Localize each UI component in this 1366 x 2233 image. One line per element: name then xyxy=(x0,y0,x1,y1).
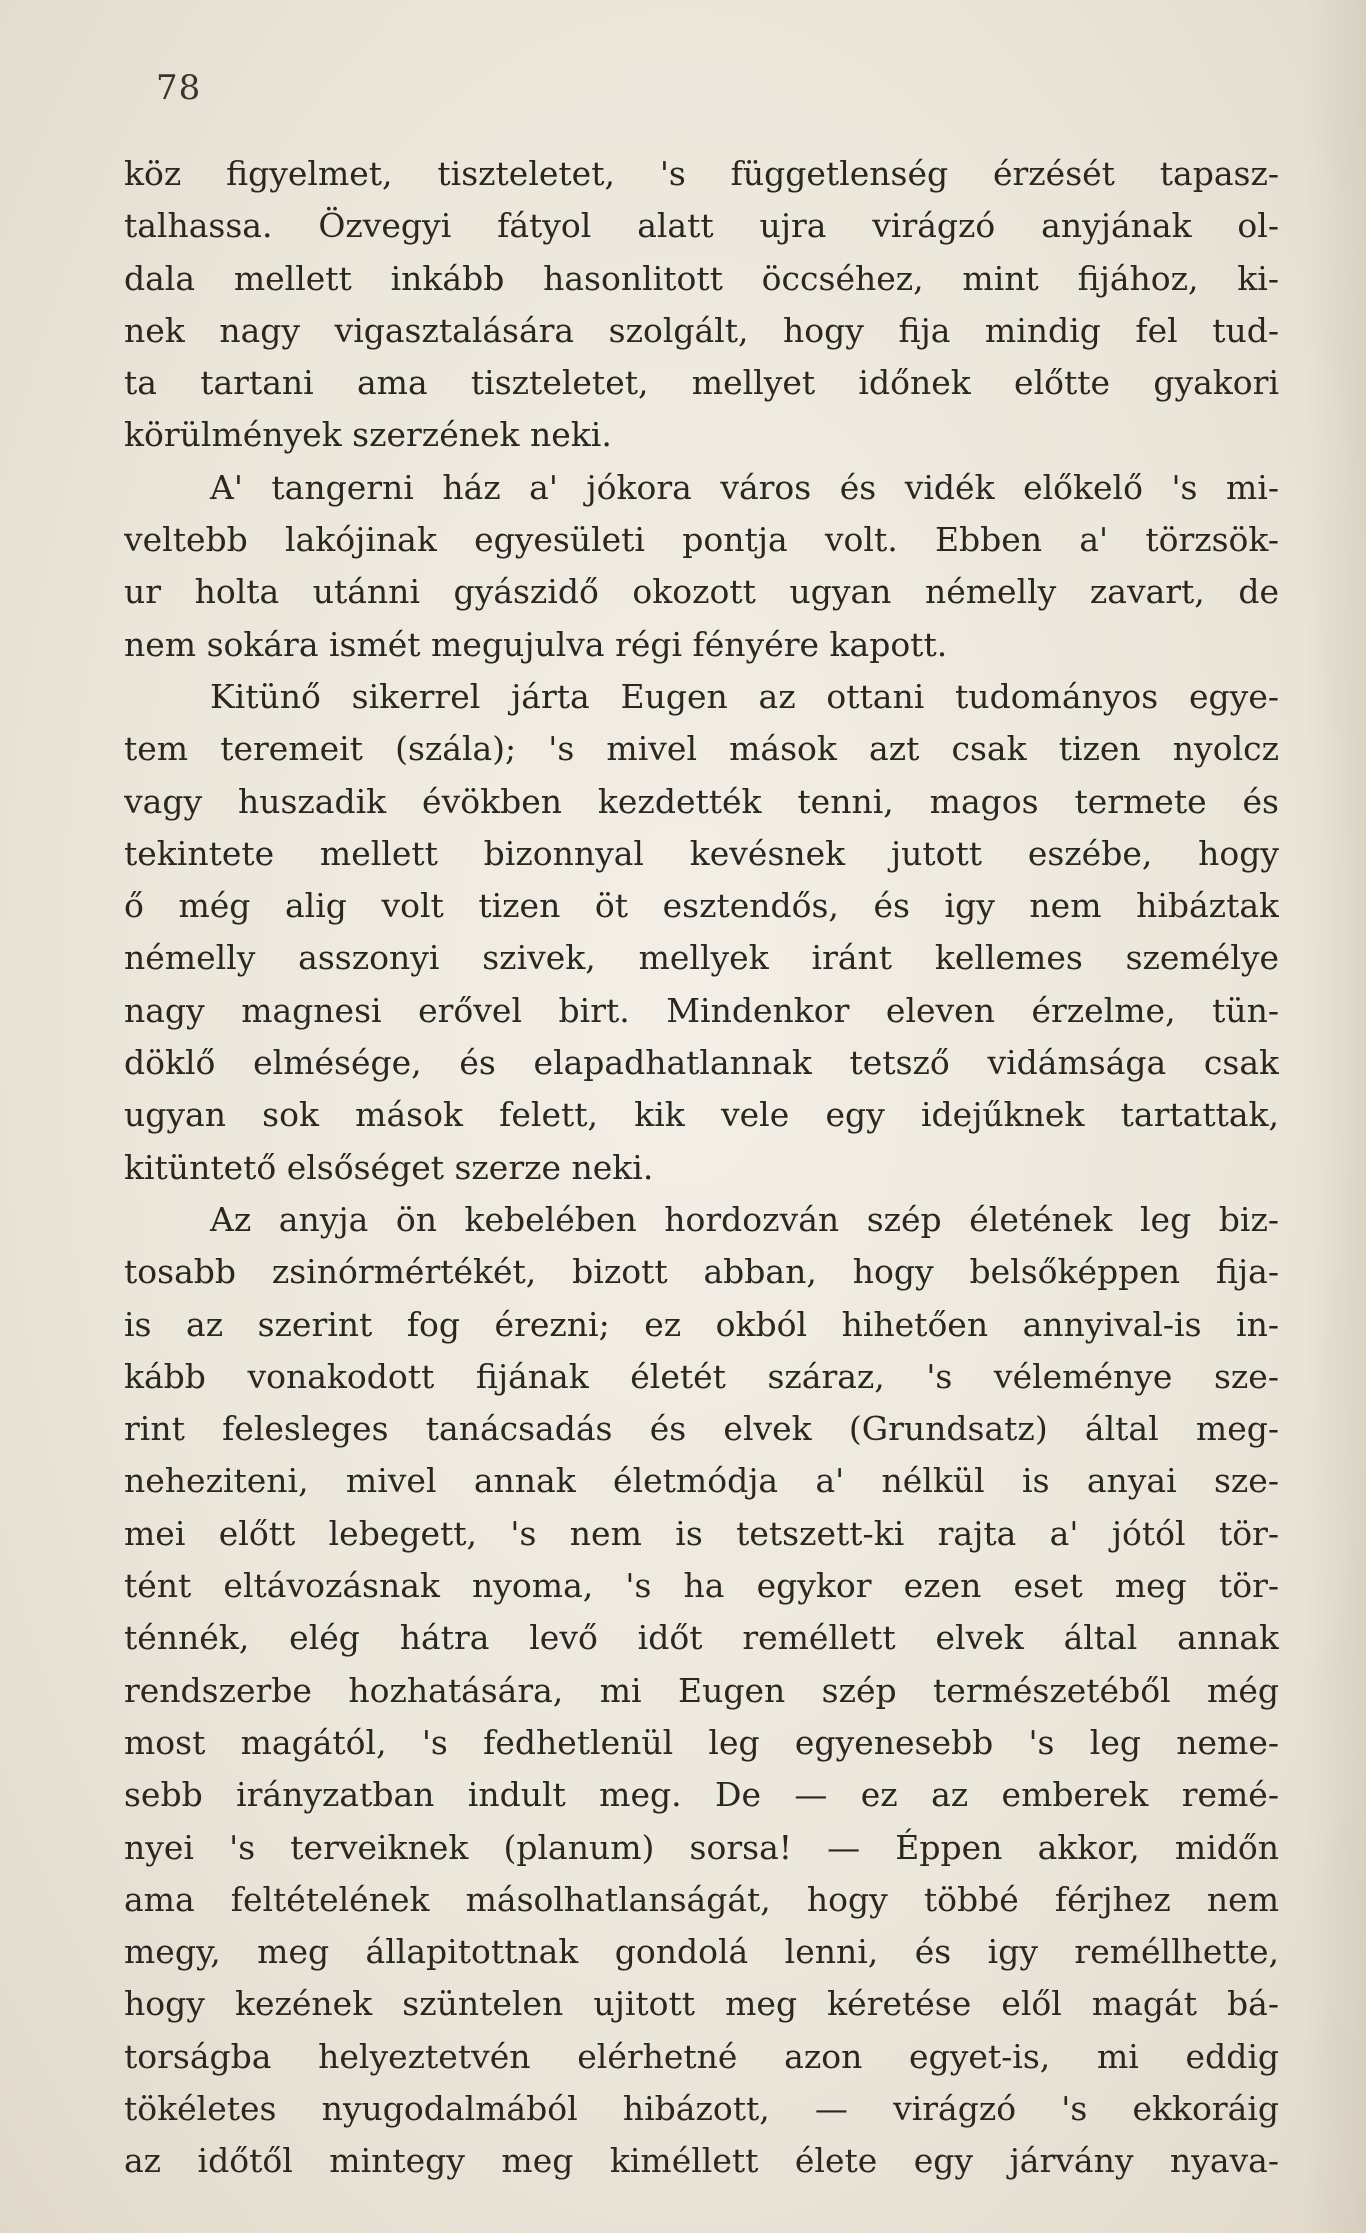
text-line: tekintete mellett bizonnyal kevésnek jutott eszébe, hogy xyxy=(124,833,1279,873)
text-line: most magától, 's fedhetlenül leg egyenesebb 's leg neme- xyxy=(124,1722,1279,1762)
page-number: 78 xyxy=(156,68,202,108)
text-line: ur holta utánni gyászidő okozott ugyan némelly zavart, de xyxy=(124,572,1279,612)
text-line: ténnék, elég hátra levő időt reméllett elvek által annak xyxy=(124,1618,1279,1658)
text-line: kább vonakodott fijának életét száraz, 's véleménye sze- xyxy=(124,1356,1279,1396)
text-line: torságba helyeztetvén elérhetné azon egyet-is, mi eddig xyxy=(124,2036,1279,2076)
text-line: nyei 's terveiknek (planum) sorsa! — Éppen akkor, midőn xyxy=(124,1827,1279,1867)
paragraph xyxy=(124,462,1279,671)
text-line: rint felesleges tanácsadás és elvek (Grundsatz) által meg- xyxy=(124,1409,1279,1449)
text-line: döklő elmésége, és elapadhatlannak tetsző vidámsága csak xyxy=(124,1043,1279,1083)
text-line: dala mellett inkább hasonlitott öccséhez, mint fijához, ki- xyxy=(124,258,1279,298)
text-line: veltebb lakójinak egyesületi pontja volt. Ebben a' törzsök- xyxy=(124,520,1279,560)
text-line: tem teremeit (szála); 's mivel mások azt csak tizen nyolcz xyxy=(124,729,1279,769)
body-text xyxy=(124,148,1279,2188)
text-line: vagy huszadik évökben kezdették tenni, magos termete és xyxy=(124,781,1279,821)
text-line: körülmények szerzének neki. xyxy=(124,415,612,455)
text-line: kitüntető elsőséget szerze neki. xyxy=(124,1147,654,1187)
text-line: Kitünő sikerrel járta Eugen az ottani tudományos egye- xyxy=(210,676,1279,716)
text-line: mei előtt lebegett, 's nem is tetszett-ki rajta a' jótól tör- xyxy=(124,1513,1279,1553)
text-line: nem sokára ismét megujulva régi fényére kapott. xyxy=(124,624,948,664)
text-line: ő még alig volt tizen öt esztendős, és igy nem hibáztak xyxy=(124,886,1279,926)
text-line: ugyan sok mások felett, kik vele egy idejűknek tartattak, xyxy=(124,1095,1279,1135)
text-line: A' tangerni ház a' jókora város és vidék előkelő 's mi- xyxy=(210,467,1279,507)
text-line: rendszerbe hozhatására, mi Eugen szép természetéből még xyxy=(124,1670,1279,1710)
text-line: hogy kezének szüntelen ujitott meg kéretése elől magát bá- xyxy=(124,1984,1279,2024)
paragraph xyxy=(124,1194,1279,2188)
paragraph xyxy=(124,671,1279,1194)
text-line: köz figyelmet, tiszteletet, 's függetlenség érzését tapasz- xyxy=(124,154,1279,193)
text-line: az időtől mintegy meg kiméllett élete egy járvány nyava- xyxy=(124,2141,1279,2181)
text-line: Az anyja ön kebelében hordozván szép életének leg biz- xyxy=(210,1199,1279,1239)
text-line: tökéletes nyugodalmából hibázott, — virágzó 's ekkoráig xyxy=(124,2088,1279,2128)
page-edge-shadow xyxy=(1306,0,1366,2233)
text-line: nek nagy vigasztalására szolgált, hogy fija mindig fel tud- xyxy=(124,310,1279,350)
text-line: megy, meg állapitottnak gondolá lenni, és igy reméllhette, xyxy=(124,1932,1279,1972)
text-line: is az szerint fog érezni; ez okból hihetően annyival-is in- xyxy=(124,1304,1279,1344)
text-line: ama feltételének másolhatlanságát, hogy többé férjhez nem xyxy=(124,1879,1279,1919)
text-line: sebb irányzatban indult meg. De — ez az emberek remé- xyxy=(124,1775,1279,1815)
text-line: tosabb zsinórmértékét, bizott abban, hogy belsőképpen fija- xyxy=(124,1252,1279,1292)
paragraph xyxy=(124,148,1279,462)
text-line: nagy magnesi erővel birt. Mindenkor eleven érzelme, tün- xyxy=(124,990,1279,1030)
text-line: némelly asszonyi szivek, mellyek iránt kellemes személye xyxy=(124,938,1279,978)
text-line: neheziteni, mivel annak életmódja a' nélkül is anyai sze- xyxy=(124,1461,1279,1501)
text-line: talhassa. Özvegyi fátyol alatt ujra virágzó anyjának ol- xyxy=(124,206,1279,246)
text-line: ta tartani ama tiszteletet, mellyet időnek előtte gyakori xyxy=(124,363,1279,403)
text-line: tént eltávozásnak nyoma, 's ha egykor ezen eset meg tör- xyxy=(124,1566,1279,1606)
